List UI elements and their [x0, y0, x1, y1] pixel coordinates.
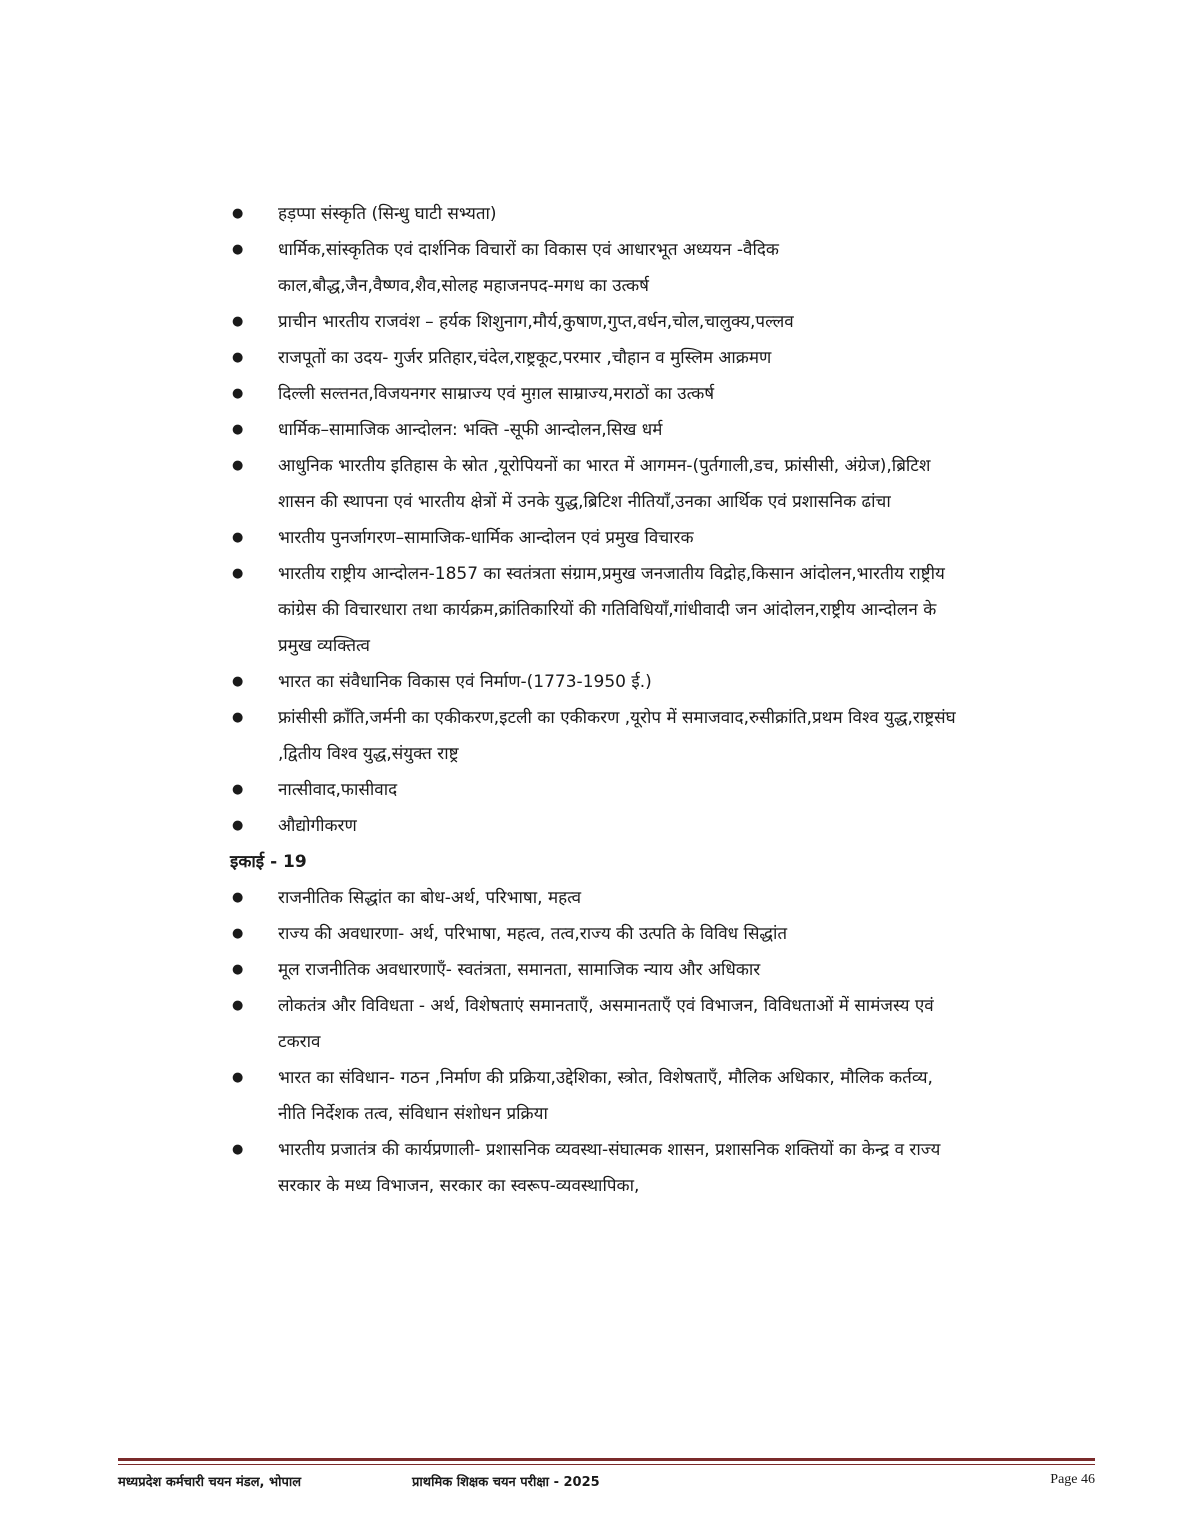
list-item: ● धार्मिक–सामाजिक आन्दोलन: भक्ति -सूफी आन्दोलन,सिख धर्म — [230, 412, 960, 448]
bullet-icon: ● — [232, 458, 244, 473]
bullet-icon: ● — [232, 1142, 244, 1157]
list-item: ● भारतीय पुनर्जागरण–सामाजिक-धार्मिक आन्दोलन एवं प्रमुख विचारक — [230, 520, 960, 556]
list-item: ● राजनीतिक सिद्धांत का बोध-अर्थ, परिभाषा, महत्व — [230, 880, 960, 916]
list-item: ● हड़प्पा संस्कृति (सिन्धु घाटी सभ्यता) — [230, 196, 960, 232]
list-item: ● मूल राजनीतिक अवधारणाएँ- स्वतंत्रता, समानता, सामाजिक न्याय और अधिकार — [230, 952, 960, 988]
list-item: ● राज्य की अवधारणा- अर्थ, परिभाषा, महत्व, तत्व,राज्य की उत्पति के विविध सिद्धांत — [230, 916, 960, 952]
bullet-icon: ● — [232, 926, 244, 941]
list-item: ● नात्सीवाद,फासीवाद — [230, 772, 960, 808]
list-item: ● दिल्ली सल्तनत,विजयनगर साम्राज्य एवं मुग़ल साम्राज्य,मराठों का उत्कर्ष — [230, 376, 960, 412]
footer-exam-title: प्राथमिक शिक्षक चयन परीक्षा - 2025 — [412, 1475, 600, 1490]
bullet-icon: ● — [232, 782, 244, 797]
list-item: ● भारत का संवैधानिक विकास एवं निर्माण-(1773-1950 ई.) — [230, 664, 960, 700]
bullet-icon: ● — [232, 386, 244, 401]
bullet-icon: ● — [232, 242, 244, 257]
bullet-icon: ● — [232, 206, 244, 221]
footer-divider-thin — [118, 1464, 1095, 1465]
bullet-icon: ● — [232, 818, 244, 833]
bullet-icon: ● — [232, 566, 244, 581]
footer-organization: मध्यप्रदेश कर्मचारी चयन मंडल, भोपाल — [118, 1475, 302, 1490]
list-item: ● प्राचीन भारतीय राजवंश – हर्यक शिशुनाग,मौर्य,कुषाण,गुप्त,वर्धन,चोल,चालुक्य,पल्लव — [230, 304, 960, 340]
page-number: Page 46 — [1050, 1472, 1095, 1487]
unit-heading: इकाई - 19 — [230, 852, 307, 872]
list-item: ● लोकतंत्र और विविधता - अर्थ, विशेषताएं समानताएँ, असमानताएँ एवं विभाजन, विविधताओं में सामंजस्य एवं टकराव — [230, 988, 960, 1060]
list-item: ● भारत का संविधान- गठन ,निर्माण की प्रक्रिया,उद्देशिका, स्त्रोत, विशेषताएँ, मौलिक अधिकार, मौलिक कर्तव्य, नीति निर्देशक तत्व, संविधान संशोधन प्रक्रिया — [230, 1060, 960, 1132]
bullet-icon: ● — [232, 890, 244, 905]
list-item: ● भारतीय राष्ट्रीय आन्दोलन-1857 का स्वतंत्रता संग्राम,प्रमुख जनजातीय विद्रोह,किसान आंदोलन,भारतीय राष्ट्रीय कांग्रेस की विचारधारा तथा कार्यक्रम,क्रांतिकारियों की गतिविधियाँ,गांधीवादी जन आंदोलन,राष्ट्रीय आन्दोलन के प्रमुख व्यक्तित्व — [230, 556, 960, 664]
bullet-icon: ● — [232, 422, 244, 437]
list-item: ● आधुनिक भारतीय इतिहास के स्रोत ,यूरोपियनों का भारत में आगमन-(पुर्तगाली,डच, फ्रांसीसी, अंग्रेज),ब्रिटिश शासन की स्थापना एवं भारतीय क्षेत्रों में उनके युद्ध,ब्रिटिश नीतियाँ,उनका आर्थिक एवं प्रशासनिक ढांचा — [230, 448, 960, 520]
page-footer — [118, 1472, 1095, 1496]
bullet-icon: ● — [232, 1070, 244, 1085]
bullet-icon: ● — [232, 998, 244, 1013]
list-item: ● औद्योगीकरण — [230, 808, 960, 844]
history-topic-list — [230, 196, 960, 844]
bullet-icon: ● — [232, 674, 244, 689]
bullet-icon: ● — [232, 350, 244, 365]
list-item: ● धार्मिक,सांस्कृतिक एवं दार्शनिक विचारों का विकास एवं आधारभूत अध्ययन -वैदिक काल,बौद्ध,जैन,वैष्णव,शैव,सोलह महाजनपद-मगध का उत्कर्ष — [230, 232, 960, 304]
list-item: ● राजपूतों का उदय- गुर्जर प्रतिहार,चंदेल,राष्ट्रकूट,परमार ,चौहान व मुस्लिम आक्रमण — [230, 340, 960, 376]
bullet-icon: ● — [232, 962, 244, 977]
bullet-icon: ● — [232, 710, 244, 725]
footer-divider — [118, 1458, 1095, 1461]
bullet-icon: ● — [232, 314, 244, 329]
list-item: ● फ्रांसीसी क्राँति,जर्मनी का एकीकरण,इटली का एकीकरण ,यूरोप में समाजवाद,रुसीक्रांति,प्रथम विश्व युद्ध,राष्ट्रसंघ ,द्वितीय विश्व युद्ध,संयुक्त राष्ट्र — [230, 700, 960, 772]
political-science-topic-list — [230, 880, 960, 1204]
syllabus-content — [230, 196, 960, 1204]
bullet-icon: ● — [232, 530, 244, 545]
list-item: ● भारतीय प्रजातंत्र की कार्यप्रणाली- प्रशासनिक व्यवस्था-संघात्मक शासन, प्रशासनिक शक्तियों का केन्द्र व राज्य सरकार के मध्य विभाजन, सरकार का स्वरूप-व्यवस्थापिका, — [230, 1132, 960, 1204]
